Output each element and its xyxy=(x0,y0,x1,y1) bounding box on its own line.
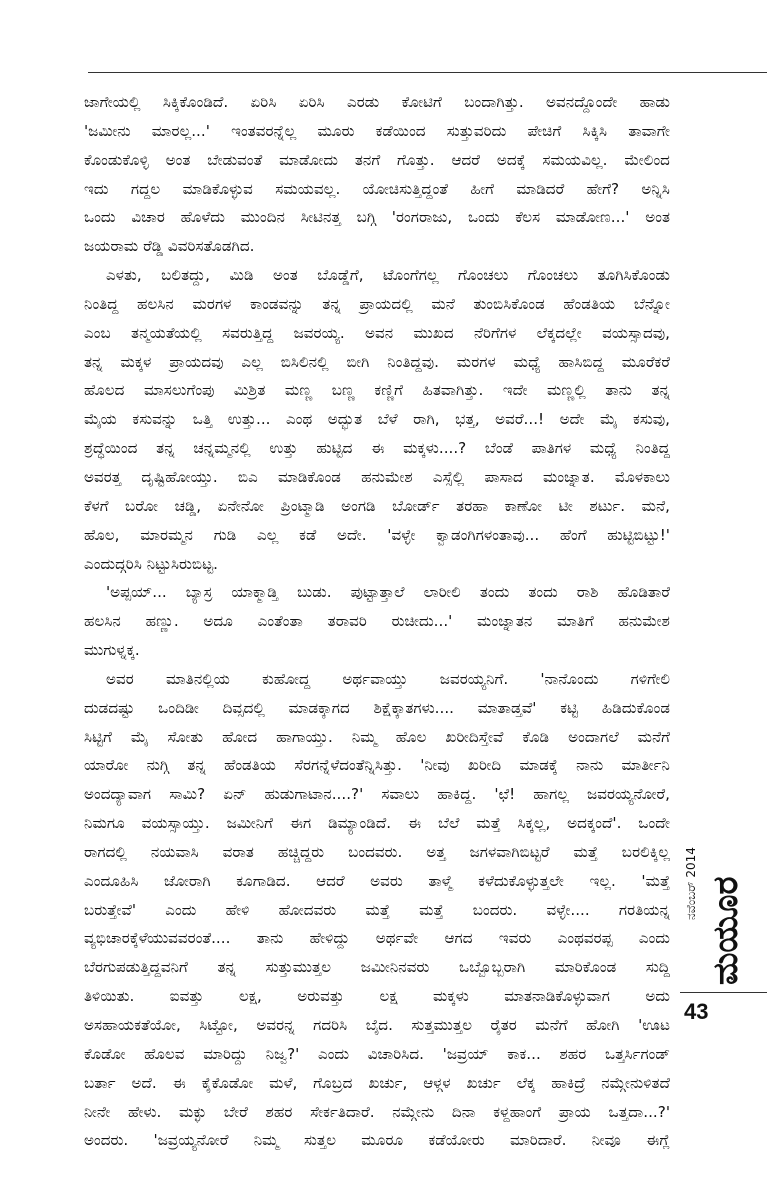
article-line: ಹೊಲದ ಮಾಸಲುಗೆಂಪು ಮಿಶ್ರಿತ ಮಣ್ಣ ಬಣ್ಣ ಕಣ್ಣಿಗೆ ಹಿತವಾಗಿತ್ತು. ಇದೇ ಮಣ್ಣಲ್ಲಿ ತಾನು ತನ್ನ xyxy=(84,381,670,400)
article-line: ಹಲಸಿನ ಹಣ್ಣು. ಅದೂ ಎಂತೆಂತಾ ತರಾವರಿ ರುಚೀದು...' ಮಂಜ್ನಾತನ ಮಾತಿಗೆ ಹನುಮೇಶ xyxy=(84,612,670,631)
article-line: ಬೆರಗುಪಡುತ್ತಿದ್ದವನಿಗೆ ತನ್ನ ಸುತ್ತುಮುತ್ತಲ ಜಮೀನಿನವರು ಒಬ್ಬೊಬ್ಬರಾಗಿ ಮಾರಿಕೊಂಡ ಸುದ್ದಿ xyxy=(84,958,670,977)
article-line: ಮುಗುಳ್ನಕ್ಕ. xyxy=(84,641,140,660)
article-body xyxy=(84,88,670,1184)
article-line: ಜಾಗೇಯಲ್ಲಿ ಸಿಕ್ಕಿಕೊಂಡಿದೆ. ಏರಿಸಿ ಏರಿಸಿ ಎರಡು ಕೋಟಿಗೆ ಬಂದಾಗಿತ್ತು. ಅವನದ್ದೊಂದೇ ಹಾಡು xyxy=(84,93,670,111)
article-line: ಶ್ರದ್ಧೆಯಿಂದ ತನ್ನ ಚನ್ನಮ್ಮನಲ್ಲಿ ಉತ್ತು ಹುಟ್ಟಿದ ಈ ಮಕ್ಕಳು....? ಬೆಂಡೆ ಪಾತಿಗಳ ಮಧ್ಯೆ ನಿಂತಿದ್ದ xyxy=(84,439,670,458)
article-line: ಕೆಳಗೆ ಬರೋ ಚಡ್ಡಿ, ಏನೇನೋ ಪ್ರಿಂಟ್ಮಾಡಿ ಅಂಗಡಿ ಬೋರ್ಡ್ ತರಹಾ ಕಾಣೋ ಟೀ ಶರ್ಟು. ಮನೆ, xyxy=(84,496,670,515)
article-line: ಕೊಂಡುಕೊಳ್ಳಿ ಅಂತ ಬೇಡುವಂತೆ ಮಾಡೋದು ತನಗೆ ಗೊತ್ತು. ಆದರೆ ಅದಕ್ಕೆ ಸಮಯವಿಲ್ಲ. ಮೇಲಿಂದ xyxy=(84,150,670,169)
article-line: ಅಸಹಾಯಕತೆಯೋ, ಸಿಟ್ಟೋ, ಅವರನ್ನ ಗದರಿಸಿ ಬೈದ. ಸುತ್ತಮುತ್ತಲ ರೈತರ ಮನೆಗೆ ಹೋಗಿ 'ಊಟ xyxy=(84,1016,670,1034)
article-line: ಅಂದದ್ಯಾವಾಗ ಸಾಮಿ? ಏನ್ ಹುಡುಗಾಟಾನ....?' ಸವಾಲು ಹಾಕಿದ್ದ. 'ಛೆ! ಹಾಗಲ್ಲ ಜವರಯ್ಯನೋರೆ, xyxy=(84,785,670,804)
article-line: ವ್ಯಭಿಚಾರಕ್ಕೆಳೆಯುವವರಂತೆ.... ತಾನು ಹೇಳಿದ್ದು ಅರ್ಥವೇ ಆಗದ ಇವರು ಎಂಥವರಪ್ಪ ಎಂದು xyxy=(84,929,670,948)
article-line: ನೀನೇ ಹೇಳು. ಮಕ್ಳು ಬೇರೆ ಶಹರ ಸೇರ್ಕತಿದಾರೆ. ನಮ್ಗೇನು ದಿನಾ ಕಳ್ದಹಾಂಗೆ ಪ್ರಾಯ ಒತ್ತದಾ...?' xyxy=(84,1102,670,1121)
paragraph-start: 'ಅಪ್ಪಯ್... ಬ್ಯಾಸ್ರ ಯಾಕ್ಮಾಡ್ತಿ ಬುಡು. ಪುಟ್ಟಾತ್ತಾಲೆ ಲಾರೀಲಿ ತಂದು ತಂದು ರಾಶಿ ಹೊಡಿತಾರೆ xyxy=(106,583,670,602)
article-line: ಕೊಡೋ ಹೊಲವ ಮಾರಿದ್ದು ನಿಜ್ವ?' ಎಂದು ವಿಚಾರಿಸಿದ. 'ಜವ್ರಯ್ ಕಾಕ... ಶಹರ ಒತ್ತರ್ಸಿಗಂಡ್ xyxy=(84,1044,670,1063)
article-line: ಬರ್ತಾ ಅದೆ. ಈ ಕೈಕೊಡೋ ಮಳೆ, ಗೊಬ್ರದ ಖರ್ಚು, ಆಳ್ಗಳ ಖರ್ಚು ಲೆಕ್ಕ ಹಾಕಿದ್ರೆ ನಮ್ಗೇನುಳಿತದೆ xyxy=(84,1073,670,1092)
article-line: ದುಡದಷ್ಟು ಒಂದಿಡೀ ದಿವ್ಸದಲ್ಲಿ ಮಾಡಕ್ಕಾಗದ ಶಿಕ್ಷೆಕ್ಕಾತಗಳು.... ಮಾತಾಡ್ತವೆ' ಕಟ್ಟಿ ಹಿಡಿದುಕೊಂಡ xyxy=(84,698,670,717)
article-line: 'ಜಮೀನು ಮಾರಲ್ಲ...' ಇಂತವರನ್ನೆಲ್ಲ ಮೂರು ಕಡೆಯಿಂದ ಸುತ್ತುವರಿದು ಪೇಚಿಗೆ ಸಿಕ್ಕಿಸಿ ತಾವಾಗೇ xyxy=(84,121,670,140)
article-line: ಸಿಟ್ಟಿಗೆ ಮೈ ಸೋತು ಹೋದ ಹಾಗಾಯ್ತು. ನಿಮ್ಮ ಹೊಲ ಖರೀದಿಸ್ತೇವೆ ಕೊಡಿ ಅಂದಾಗಲೆ ಮನೆಗೆ xyxy=(84,727,670,746)
issue-date: ನವೆಂಬರ್ 2014 xyxy=(684,847,698,920)
paragraph-start: ಎಳತು, ಬಲಿತದ್ದು, ಮಿಡಿ ಅಂತ ಬೊಡ್ಡೆಗೆ, ಟೊಂಗೆಗಲ್ಲ ಗೊಂಚಲು ಗೊಂಚಲು ತೂಗಿಸಿಕೊಂಡು xyxy=(106,266,670,285)
article-line: ಎಂದುದ್ಗರಿಸಿ ನಿಟ್ಟುಸಿರುಬಿಟ್ಟ. xyxy=(84,554,218,573)
article-line: ಅಂದರು. 'ಜವ್ರಯ್ಯನೋರೆ ನಿಮ್ಮ ಸುತ್ತಲ ಮೂರೂ ಕಡೆಯೋರು ಮಾರಿದಾರೆ. ನೀವೂ ಈಗ್ಲೆ xyxy=(84,1131,670,1150)
article-line: ರಾಗದಲ್ಲಿ ನಯವಾಸಿ ವರಾತ ಹಚ್ಚಿದ್ದರು ಬಂದವರು. ಅತ್ತ ಜಗಳವಾಗಿಬಿಟ್ಟರೆ ಮತ್ತೆ ಬರಲಿಕ್ಕಿಲ್ಲ xyxy=(84,842,670,861)
article-line: ಒಂದು ವಿಚಾರ ಹೊಳೆದು ಮುಂದಿನ ಸೀಟಿನತ್ತ ಬಗ್ಗಿ 'ರಂಗರಾಜು, ಒಂದು ಕೆಲಸ ಮಾಡೋಣ...' ಅಂತ xyxy=(84,208,670,227)
article-line: ಮೈಯ ಕಸುವನ್ನು ಒತ್ತಿ ಉತ್ತು... ಎಂಥ ಅದ್ಭುತ ಬೆಳೆ ರಾಗಿ, ಭತ್ತ, ಅವರೆ...! ಅದೇ ಮೈ ಕಸುವು, xyxy=(84,410,670,429)
article-line: ಎಂಬ ತನ್ಮಯತೆಯಲ್ಲಿ ಸವರುತ್ತಿದ್ದ ಜವರಯ್ಯ. ಅವನ ಮುಖದ ನೆರಿಗೆಗಳ ಲೆಕ್ಕದಲ್ಲೇ ವಯಸ್ಸಾದವು, xyxy=(84,323,670,342)
article-line: ಅವರತ್ತ ದೃಷ್ಟಿಹೋಯ್ತು. ಬಿಎ ಮಾಡಿಕೊಂಡ ಹನುಮೇಶ ಎಸ್ಸೆಲ್ಲಿ ಪಾಸಾದ ಮಂಜ್ನಾತ. ಮೊಳಕಾಲು xyxy=(84,467,670,486)
header-rule xyxy=(88,72,767,73)
article-line: ಎಂದೂಹಿಸಿ ಜೋರಾಗಿ ಕೂಗಾಡಿದ. ಆದರೆ ಅವರು ತಾಳ್ಮೆ ಕಳೆದುಕೊಳ್ಳುತ್ತಲೇ ಇಲ್ಲ. 'ಮತ್ತೆ xyxy=(84,871,670,890)
article-line: ಯಾರೋ ನುಗ್ಗಿ ತನ್ನ ಹೆಂಡತಿಯ ಸೆರಗನ್ನೆಳೆದಂತೆನ್ನಿಸಿತ್ತು. 'ನೀವು ಖರೀದಿ ಮಾಡಕ್ಕೆ ನಾನು ಮಾರ್ತೀನಿ xyxy=(84,756,670,775)
article-line: ನಿಮಗೂ ವಯಸ್ಸಾಯ್ತು. ಜಮೀನಿಗೆ ಈಗ ಡಿಮ್ಯಾಂಡಿದೆ. ಈ ಬೆಲೆ ಮತ್ತೆ ಸಿಕ್ಕಲ್ಲ, ಅದಕ್ಕಂದೆ'. ಒಂದೇ xyxy=(84,814,670,833)
article-line: ಜಯರಾಮ ರೆಡ್ಡಿ ವಿವರಿಸತೊಡಗಿದ. xyxy=(84,237,255,256)
footer-rule xyxy=(680,992,767,993)
page-number: 43 xyxy=(684,999,709,1024)
article-line: ತಿಳಿಯಿತು. ಐವತ್ತು ಲಕ್ಷ, ಅರುವತ್ತು ಲಕ್ಷ ಮಕ್ಕಳು ಮಾತನಾಡಿಕೊಳ್ಳುವಾಗ ಅದು xyxy=(84,987,670,1006)
article-line: ಹೊಲ, ಮಾರಮ್ಮನ ಗುಡಿ ಎಲ್ಲ ಕಡೆ ಅದೇ. 'ವಳ್ಳೇ ಕ್ವಾಡಂಗಿಗಳಂತಾವು... ಹೆಂಗೆ ಹುಟ್ಟಿಬಿಟ್ಟು!' xyxy=(84,525,670,544)
article-line: ಇದು ಗದ್ದಲ ಮಾಡಿಕೊಳ್ಳುವ ಸಮಯವಲ್ಲ. ಯೋಚಿಸುತ್ತಿದ್ದಂತೆ ಹೀಗೆ ಮಾಡಿದರೆ ಹೇಗೆ? ಅನ್ನಿಸಿ xyxy=(84,179,670,198)
article-line: ತನ್ನ ಮಕ್ಕಳ ಪ್ರಾಯದವು ಎಲ್ಲ ಬಿಸಿಲಿನಲ್ಲಿ ಬೀಗಿ ನಿಂತಿದ್ದವು. ಮರಗಳ ಮಧ್ಯೆ ಹಾಸಿಬಿದ್ದ ಮೂರೆಕರೆ xyxy=(84,352,670,371)
article-line: ಬರುತ್ತೇವೆ' ಎಂದು ಹೇಳಿ ಹೋದವರು ಮತ್ತೆ ಮತ್ತೆ ಬಂದರು. ವಳ್ಳೇ.... ಗರತಿಯನ್ನ xyxy=(84,900,670,919)
magazine-name: ಮಯೂರ xyxy=(706,876,746,985)
article-line xyxy=(84,1155,670,1184)
paragraph-start: ಅವರ ಮಾತಿನಲ್ಲಿಯ ಕುಹೋದ್ದ ಅರ್ಥವಾಯ್ತು ಜವರಯ್ಯನಿಗೆ. 'ನಾನೊಂದು ಗಳಿಗೇಲಿ xyxy=(106,669,670,688)
article-line: ನಿಂತಿದ್ದ ಹಲಸಿನ ಮರಗಳ ಕಾಂಡವನ್ನು ತನ್ನ ಪ್ರಾಯದಲ್ಲಿ ಮನೆ ತುಂಬಿಸಿಕೊಂಡ ಹೆಂಡತಿಯ ಬೆನ್ನೋ xyxy=(84,294,670,313)
